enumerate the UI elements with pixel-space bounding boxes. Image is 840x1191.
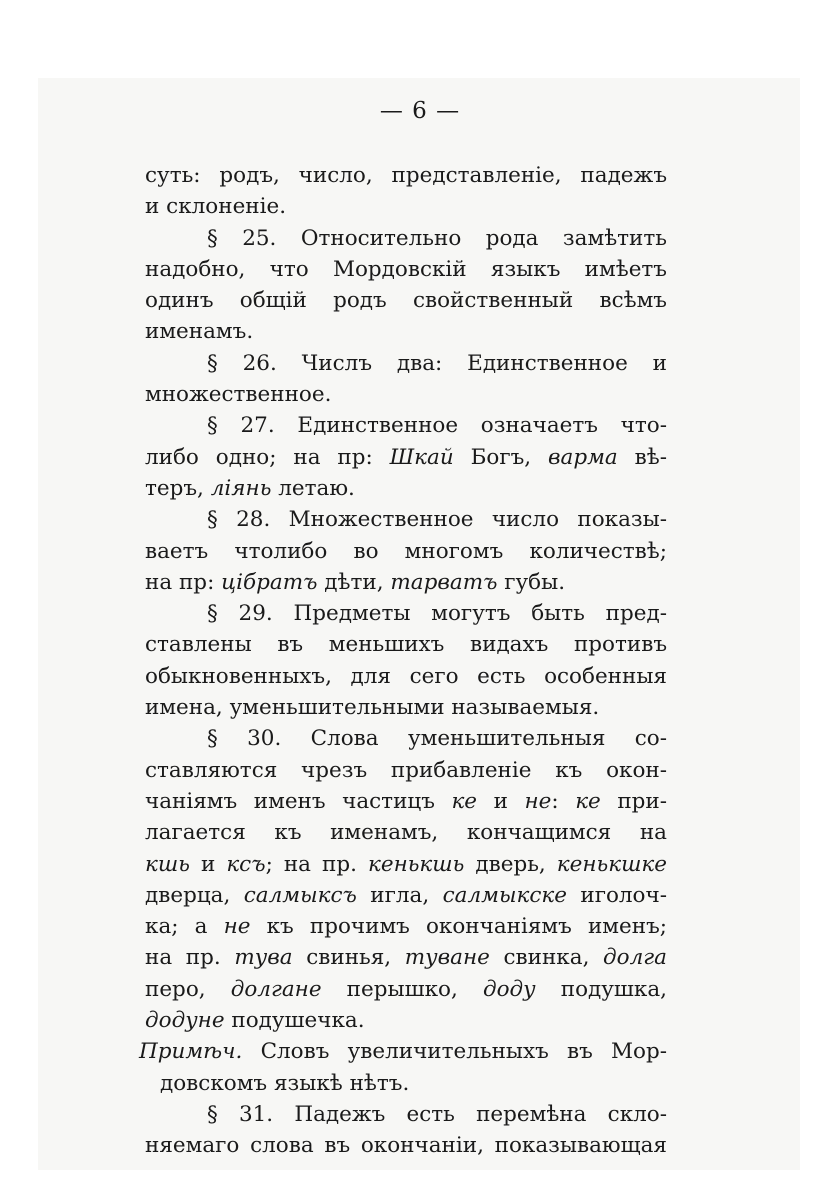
italic-term: не — [223, 914, 251, 940]
text-line — [145, 880, 667, 911]
text-segment: при- — [600, 788, 668, 814]
text-segment: къ прочимъ окончаніямъ именъ; — [250, 914, 667, 940]
text-line — [145, 160, 667, 191]
italic-term: долгане — [230, 976, 322, 1002]
text-line — [145, 629, 667, 660]
text-line — [145, 661, 667, 692]
text-line — [145, 692, 667, 723]
text-segment: свинья, — [292, 945, 405, 971]
text-segment: § 26. Числъ два: Единственное и — [207, 350, 667, 376]
text-segment: § 25. Относительно рода замѣтить — [207, 225, 667, 251]
italic-term: варма — [548, 444, 618, 470]
text-segment: перо, — [145, 976, 231, 1002]
text-line — [145, 1099, 667, 1130]
text-segment: теръ, — [145, 475, 211, 501]
text-segment: суть: родъ, число, представленіе, падежъ — [145, 163, 667, 188]
text-line — [145, 942, 667, 973]
text-segment: § 29. Предметы могутъ быть пред- — [207, 601, 667, 627]
italic-term: ліянь — [210, 475, 272, 501]
text-line — [145, 254, 667, 285]
text-line — [145, 723, 667, 754]
italic-term: ке — [575, 788, 601, 814]
text-segment: Словъ увеличительныхъ въ Мор- — [242, 1039, 667, 1065]
text-segment: § 30. Слова уменьшительныя со- — [207, 726, 667, 752]
text-segment: свинка, — [489, 945, 604, 971]
italic-term: кшь — [145, 851, 190, 877]
italic-term: цібратъ — [221, 569, 318, 595]
italic-term: доду — [482, 976, 536, 1002]
text-line — [145, 567, 667, 598]
italic-term: туване — [404, 945, 490, 971]
italic-term: Шкай — [389, 444, 454, 470]
text-line — [145, 598, 667, 629]
text-line — [145, 911, 667, 942]
italic-term: кенькшь — [368, 851, 465, 877]
text-segment: и — [189, 851, 227, 877]
text-segment: няемаго слова въ окончаніи, показывающая — [145, 1133, 667, 1159]
italic-term: тарватъ — [390, 569, 498, 595]
text-segment: и склоненіе. — [145, 194, 287, 220]
text-segment: § 27. Единственное означаетъ что- — [207, 413, 667, 439]
text-segment: на пр. — [145, 945, 235, 971]
text-segment: дѣти, — [317, 569, 391, 595]
text-line — [145, 316, 667, 347]
text-line — [145, 849, 667, 880]
text-segment: Богъ, — [453, 444, 548, 470]
text-segment: множественное. — [145, 382, 332, 408]
italic-term: Примѣч. — [139, 1039, 243, 1065]
italic-term: салмыкске — [442, 882, 567, 908]
italic-term: не — [524, 788, 552, 814]
italic-term: ке — [451, 788, 478, 814]
text-line — [145, 1005, 667, 1036]
text-segment: вѣ- — [617, 444, 667, 470]
text-segment: дверца, — [145, 882, 244, 908]
text-line — [139, 1036, 667, 1067]
text-segment: перышко, — [321, 976, 483, 1002]
page-number: — 6 — — [379, 98, 461, 124]
text-segment: ка; а — [145, 914, 224, 940]
text-segment: имена, уменьшительными называемыя. — [145, 695, 600, 721]
text-line — [145, 817, 667, 848]
text-segment: на пр: — [145, 569, 222, 595]
text-line — [145, 504, 667, 535]
text-segment: ваетъ чтолибо во многомъ количествѣ; — [145, 538, 667, 564]
text-segment: именамъ. — [145, 319, 254, 345]
text-line — [145, 285, 667, 316]
text-line — [145, 473, 667, 504]
text-segment: иголоч- — [566, 882, 667, 908]
text-segment: чаніямъ именъ частицъ — [145, 788, 452, 814]
text-line — [145, 755, 667, 786]
text-segment: надобно, что Мордовскій языкъ имѣетъ — [145, 256, 667, 282]
italic-term: салмыксъ — [243, 882, 357, 908]
text-line — [145, 786, 667, 817]
text-segment: губы. — [497, 569, 566, 595]
text-segment: § 31. Падежъ есть перемѣна скло- — [207, 1101, 667, 1127]
text-segment: либо одно; на пр: — [145, 444, 390, 470]
text-segment: одинъ общій родъ свойственный всѣмъ — [145, 288, 667, 314]
body-text — [139, 160, 668, 1162]
text-segment: ставлены въ меньшихъ видахъ противъ — [145, 632, 667, 658]
text-line — [145, 410, 667, 441]
italic-term: тува — [234, 945, 293, 971]
text-segment: лагается къ именамъ, кончащимся на — [145, 820, 667, 846]
text-line — [145, 1068, 667, 1099]
text-segment: довскомъ языкѣ нѣтъ. — [160, 1070, 410, 1096]
text-segment: игла, — [356, 882, 443, 908]
text-line — [145, 442, 667, 473]
text-segment: летаю. — [271, 475, 355, 501]
text-segment: дверь, — [464, 851, 557, 877]
text-segment: ; на пр. — [265, 851, 368, 877]
text-line — [145, 974, 667, 1005]
italic-term: ксъ — [226, 851, 266, 877]
text-line — [145, 223, 667, 254]
text-segment: и — [477, 788, 525, 814]
italic-term: додуне — [145, 1008, 225, 1034]
text-segment: обыкновенныхъ, для сего есть особенныя — [145, 663, 667, 689]
text-segment: подушка, — [535, 976, 667, 1002]
text-line — [145, 348, 667, 379]
italic-term: кенькшке — [556, 851, 667, 877]
text-segment: § 28. Множественное число показы- — [207, 507, 667, 533]
italic-term: долга — [603, 945, 667, 971]
text-segment: подушечка. — [224, 1008, 365, 1034]
text-segment: : — [551, 788, 576, 814]
text-line — [145, 191, 667, 222]
text-line — [145, 1130, 667, 1161]
text-segment: ставляются чрезъ прибавленіе къ окон- — [145, 757, 667, 783]
text-line — [145, 536, 667, 567]
text-line — [145, 379, 667, 410]
